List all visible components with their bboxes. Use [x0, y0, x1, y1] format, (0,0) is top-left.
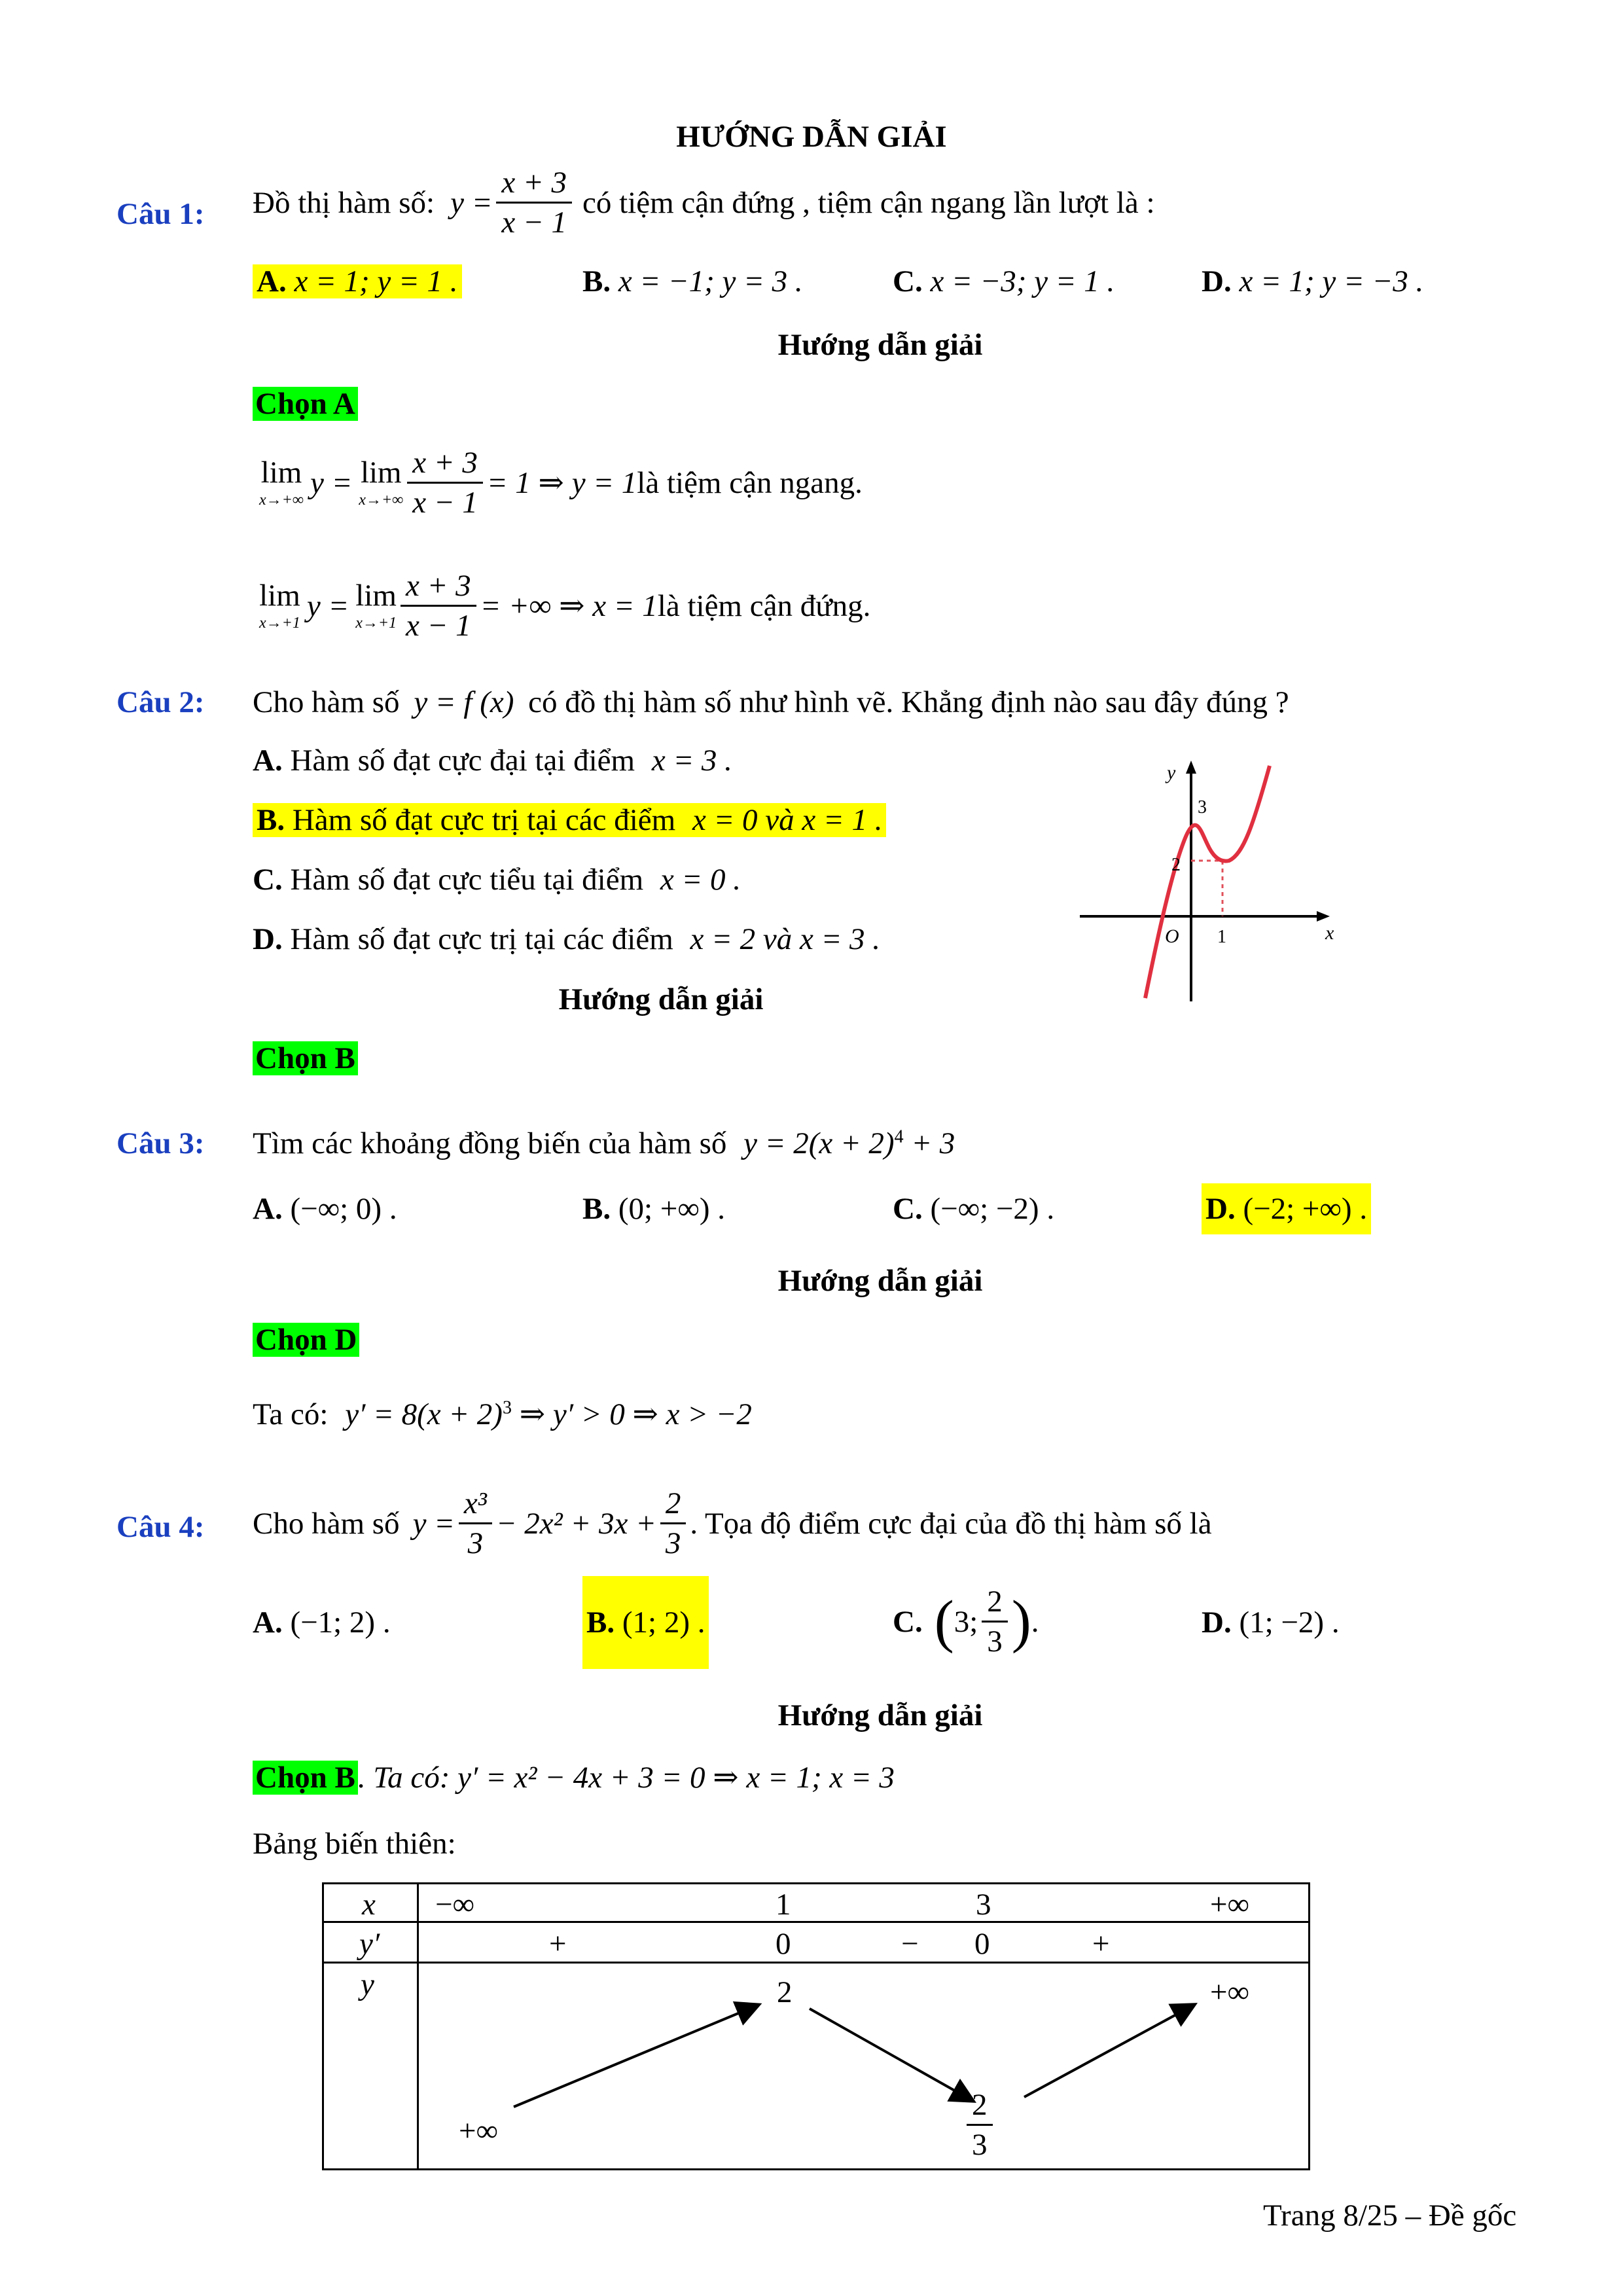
- table-y-frac: $\frac{2}{3}$: [963, 2087, 997, 2162]
- q1-label: Câu 1:: [116, 197, 205, 231]
- q1-option-c: C. x = −3; y = 1 .: [893, 264, 1115, 298]
- q4-option-c: C. ( 3; $\frac{2}{3}$ ) .: [893, 1585, 1039, 1659]
- arrow-down: [810, 2009, 972, 2100]
- q4-stem: Cho hàm số y = $\frac{\text{x³}}{3}$ − 2x² + 3x + $\frac{2}{3}$ . Tọa độ điểm cực đại của đồ thị hàm số là: [253, 1486, 1212, 1561]
- table-yp-val: +: [549, 1927, 567, 1961]
- table-y-val: +∞: [459, 2114, 499, 2148]
- table-yp-val: 0: [776, 1927, 791, 1961]
- q3-guide-heading: Hướng dẫn giải: [777, 1264, 983, 1298]
- q1-option-d: D. x = 1; y = −3 .: [1202, 264, 1424, 298]
- table-x-val: 3: [976, 1888, 991, 1922]
- table-yp-val: −: [901, 1927, 919, 1961]
- q2-graph: [1073, 753, 1335, 1008]
- graph-tick-1: 1: [1217, 927, 1226, 947]
- q1-solution-2: lim x→+1 y = lim x→+1 $\frac{x + 3}{x - 1}$ = +∞ ⇒ x = 1 là tiệm cận đứng.: [259, 569, 871, 643]
- table-x-label: x: [362, 1888, 376, 1922]
- graph-x-arrow: [1317, 911, 1330, 922]
- table-yp-val: +: [1092, 1927, 1110, 1961]
- q2-guide-heading: Hướng dẫn giải: [558, 982, 764, 1016]
- q1-stem-b: có tiệm cận đứng , tiệm cận ngang lần lượt là :: [582, 185, 1155, 220]
- graph-curve: [1145, 766, 1270, 998]
- page-footer: Trang 8/25 – Đề gốc: [1263, 2198, 1517, 2233]
- q3-option-a: A. (−∞; 0) .: [253, 1192, 397, 1226]
- q2-label: Câu 2:: [116, 685, 205, 719]
- q1-guide-heading: Hướng dẫn giải: [777, 328, 983, 362]
- table-y-label: y: [361, 1967, 374, 2001]
- table-arrows: [324, 1884, 1308, 2168]
- graph-tick-2: 2: [1171, 855, 1181, 875]
- q1-stem-a: Đồ thị hàm số:: [253, 185, 435, 220]
- q4-table-caption: Bảng biến thiên:: [253, 1827, 456, 1861]
- q2-option-d: D. Hàm số đạt cực trị tại các điểm x = 2 và x = 3 .: [253, 922, 881, 956]
- q1-y-eq: y =: [450, 185, 493, 220]
- q3-option-d: D. (−2; +∞) .: [1202, 1183, 1371, 1234]
- table-yp-val: 0: [974, 1927, 990, 1961]
- arrow-up-1: [514, 2005, 757, 2107]
- variation-table: [322, 1882, 1310, 2170]
- table-yp-label: y′: [359, 1927, 380, 1961]
- graph-y-arrow: [1186, 761, 1196, 774]
- q2-option-c: C. Hàm số đạt cực tiểu tại điểm x = 0 .: [253, 863, 741, 897]
- graph-y-label: y: [1167, 762, 1176, 783]
- arrow-up-2: [1024, 2005, 1193, 2097]
- q3-solution: Ta có: $y' = 8(x + 2)^3$ ⇒ y′ > 0 ⇒ x > −2: [253, 1397, 752, 1431]
- q1-fraction: $\frac{x + 3}{x - 1}$: [496, 165, 572, 240]
- q3-option-c: C. (−∞; −2) .: [893, 1192, 1055, 1226]
- graph-origin: O: [1165, 925, 1179, 947]
- q4-option-b: B. (1; 2) .: [582, 1576, 709, 1669]
- table-x-val: 1: [776, 1888, 791, 1922]
- q2-answer: Chọn B: [253, 1041, 358, 1076]
- q1-answer: Chọn A: [253, 386, 358, 422]
- q2-option-b: B. Hàm số đạt cực trị tại các điểm x = 0 và x = 1 .: [253, 802, 886, 838]
- q3-option-b: B. (0; +∞) .: [582, 1192, 725, 1226]
- q3-label: Câu 3:: [116, 1126, 205, 1160]
- q4-label: Câu 4:: [116, 1510, 205, 1544]
- graph-x-label: x: [1325, 922, 1334, 944]
- q3-answer: Chọn D: [253, 1322, 359, 1357]
- table-x-val: +∞: [1210, 1888, 1250, 1922]
- q1-solution-1: lim x→+∞ y = lim x→+∞ $\frac{x + 3}{x - 1}$ = 1 ⇒ y = 1 là tiệm cận ngang.: [259, 446, 863, 520]
- q1-option-b: B. x = −1; y = 3 .: [582, 264, 803, 298]
- q4-option-d: D. (1; −2) .: [1202, 1605, 1340, 1640]
- q4-solution: Chọn B. Ta có: y′ = x² − 4x + 3 = 0 ⇒ x = 1; x = 3: [253, 1759, 895, 1795]
- table-y-val: +∞: [1210, 1975, 1250, 2009]
- q4-option-a: A. (−1; 2) .: [253, 1605, 391, 1640]
- q1-stem: [253, 165, 1155, 240]
- q1-option-a: A. x = 1; y = 1 .: [253, 264, 462, 299]
- table-x-val: −∞: [435, 1888, 475, 1922]
- graph-tick-3: 3: [1198, 797, 1207, 817]
- page-title: HƯỚNG DẪN GIẢI: [676, 120, 947, 154]
- q2-stem: Cho hàm số y = f (x) có đồ thị hàm số như hình vẽ. Khẳng định nào sau đây đúng ?: [253, 685, 1289, 719]
- q4-guide-heading: Hướng dẫn giải: [777, 1698, 983, 1732]
- q2-option-a: A. Hàm số đạt cực đại tại điểm x = 3 .: [253, 744, 732, 778]
- table-y-val: 2: [777, 1975, 793, 2009]
- q3-stem: Tìm các khoảng đồng biến của hàm số $y = 2(x + 2)^4 + 3$: [253, 1126, 955, 1160]
